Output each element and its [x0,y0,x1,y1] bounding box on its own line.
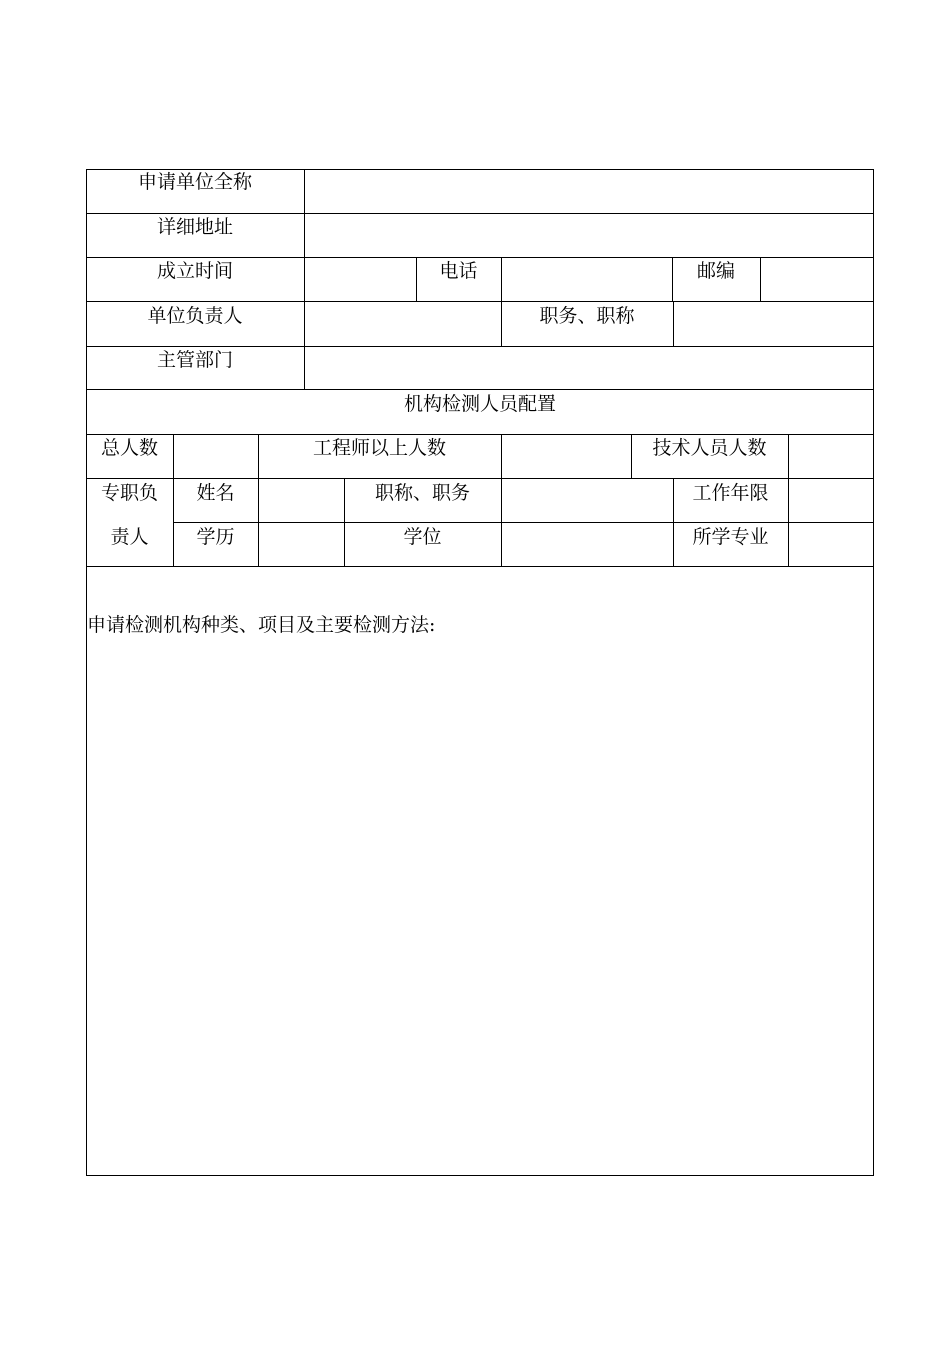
label-total-staff: 总人数 [100,437,158,459]
title-field[interactable] [674,302,873,346]
work-years-field[interactable] [789,479,873,522]
label-methods: 申请检测机构种类、项目及主要检测方法: [87,614,436,636]
founded-field[interactable] [305,258,416,301]
methods-text-area[interactable] [87,645,873,1174]
name-field[interactable] [259,479,344,522]
address-field[interactable] [305,214,873,257]
education-field[interactable] [259,523,344,566]
applicant-name-field[interactable] [305,170,873,213]
major-field[interactable] [789,523,873,566]
label-title-duty: 职称、职务 [374,482,470,504]
label-address: 详细地址 [156,216,233,238]
section-title: 机构检测人员配置 [403,393,556,415]
label-applicant-name: 申请单位全称 [137,171,252,193]
label-engineers: 工程师以上人数 [312,437,446,459]
label-postcode: 邮编 [696,260,735,282]
postcode-field[interactable] [761,258,873,301]
unit-head-field[interactable] [305,302,501,346]
title-duty-field[interactable] [502,479,673,522]
row-divider [86,389,874,390]
label-name: 姓名 [196,482,235,504]
label-fulltime-head-line1: 专职负 [100,482,158,504]
label-technicians: 技术人员人数 [652,437,767,459]
supervising-dept-field[interactable] [305,347,873,389]
label-supervising-dept: 主管部门 [156,349,233,371]
table-border-bottom [86,1175,874,1176]
table-border-right [873,169,874,1176]
label-degree: 学位 [403,526,442,548]
label-title: 职务、职称 [539,305,635,327]
row-divider [86,478,874,479]
degree-field[interactable] [502,523,673,566]
label-work-years: 工作年限 [692,482,769,504]
label-phone: 电话 [439,260,478,282]
label-major: 所学专业 [692,526,769,548]
total-staff-field[interactable] [174,435,258,478]
label-founded: 成立时间 [156,260,233,282]
label-fulltime-head-line2: 责人 [110,526,149,548]
label-education: 学历 [196,526,235,548]
phone-field[interactable] [502,258,672,301]
label-unit-head: 单位负责人 [147,305,243,327]
technicians-field[interactable] [789,435,873,478]
engineers-field[interactable] [502,435,631,478]
row-divider [86,257,874,258]
row-divider [86,566,874,567]
